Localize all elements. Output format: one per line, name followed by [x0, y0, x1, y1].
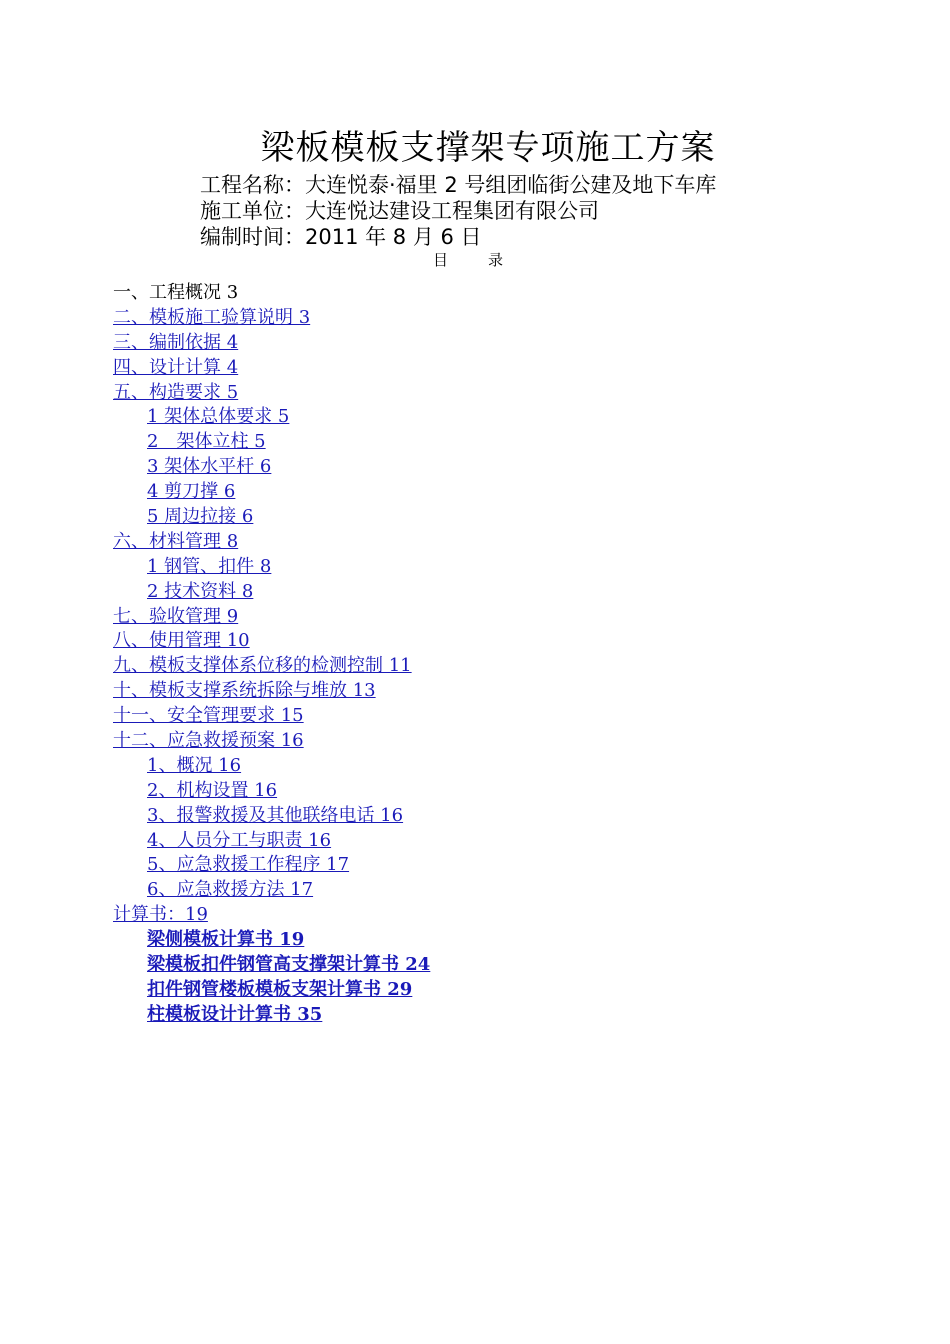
toc-link-calc-3[interactable]: 扣件钢管楼板模板支架计算书 29 [147, 978, 413, 1000]
toc-link-5-1[interactable]: 1 架体总体要求 5 [147, 406, 290, 428]
toc-link-calc-1[interactable]: 梁侧模板计算书 19 [147, 929, 305, 951]
toc-link-5-2[interactable]: 2 架体立柱 5 [147, 431, 266, 453]
toc-link-10[interactable]: 十、模板支撑系统拆除与堆放 13 [113, 680, 376, 702]
toc-link-3[interactable]: 三、编制依据 4 [113, 331, 239, 353]
toc-link-5-4[interactable]: 4 剪刀撑 6 [147, 481, 236, 503]
toc-link-2[interactable]: 二、模板施工验算说明 3 [113, 306, 311, 328]
toc-link-calc[interactable]: 计算书：19 [113, 904, 208, 926]
toc-link-12-4[interactable]: 4、人员分工与职责 16 [147, 829, 332, 851]
toc-heading: 目录 [432, 251, 543, 269]
toc-link-12-1[interactable]: 1、概况 16 [147, 754, 242, 776]
toc-item-calc-4[interactable] [113, 1003, 430, 1028]
toc-link-6-1[interactable]: 1 钢管、扣件 8 [147, 555, 272, 577]
construction-unit-line: 施工单位：大连悦达建设工程集团有限公司 [200, 199, 599, 223]
toc-item-6-2[interactable] [113, 580, 430, 605]
toc-item-12-5[interactable] [113, 853, 430, 878]
toc-item-10[interactable] [113, 679, 430, 704]
toc-item-5-5[interactable] [113, 505, 430, 530]
toc-link-12-3[interactable]: 3、报警救援及其他联络电话 16 [147, 804, 404, 826]
toc-item-5-2[interactable] [113, 430, 430, 455]
toc-link-12-2[interactable]: 2、机构设置 16 [147, 779, 278, 801]
toc-link-12-6[interactable]: 6、应急救援方法 17 [147, 879, 314, 901]
toc-link-11[interactable]: 十一、安全管理要求 15 [113, 705, 304, 727]
toc-item-calc-3[interactable] [113, 978, 430, 1003]
toc-item-calc[interactable] [113, 903, 430, 928]
toc-item-3[interactable] [113, 331, 430, 356]
table-of-contents [113, 281, 430, 1028]
toc-item-2[interactable] [113, 306, 430, 331]
toc-link-5-3[interactable]: 3 架体水平杆 6 [147, 456, 272, 478]
toc-link-6-2[interactable]: 2 技术资料 8 [147, 580, 254, 602]
toc-item-12-2[interactable] [113, 779, 430, 804]
toc-item-5-4[interactable] [113, 480, 430, 505]
toc-item-12-1[interactable] [113, 754, 430, 779]
toc-item-5[interactable] [113, 381, 430, 406]
toc-item-11[interactable] [113, 704, 430, 729]
toc-item-8[interactable] [113, 629, 430, 654]
toc-link-5[interactable]: 五、构造要求 5 [113, 381, 239, 403]
toc-item-12-4[interactable] [113, 829, 430, 854]
toc-item-12[interactable] [113, 729, 430, 754]
toc-item-12-3[interactable] [113, 804, 430, 829]
document-title: 梁板模板支撑架专项施工方案 [260, 128, 716, 168]
toc-link-4[interactable]: 四、设计计算 4 [113, 356, 239, 378]
toc-link-calc-2[interactable]: 梁模板扣件钢管高支撑架计算书 24 [147, 954, 431, 976]
toc-link-12[interactable]: 十二、应急救援预案 16 [113, 730, 304, 752]
toc-link-8[interactable]: 八、使用管理 10 [113, 630, 250, 652]
toc-item-5-3[interactable] [113, 455, 430, 480]
compile-date-line: 编制时间：2011 年 8 月 6 日 [200, 225, 482, 249]
toc-link-7[interactable]: 七、验收管理 9 [113, 605, 239, 627]
project-name-line: 工程名称：大连悦泰·福里 2 号组团临街公建及地下车库 [200, 173, 717, 197]
toc-item-9[interactable] [113, 654, 430, 679]
toc-link-9[interactable]: 九、模板支撑体系位移的检测控制 11 [113, 655, 412, 677]
toc-item-7[interactable] [113, 605, 430, 630]
toc-item-calc-2[interactable] [113, 953, 430, 978]
document-meta [200, 172, 716, 250]
toc-link-5-5[interactable]: 5 周边拉接 6 [147, 506, 254, 528]
toc-item-5-1[interactable] [113, 405, 430, 430]
toc-link-6[interactable]: 六、材料管理 8 [113, 530, 239, 552]
toc-item-6[interactable] [113, 530, 430, 555]
toc-item-calc-1[interactable] [113, 928, 430, 953]
toc-link-12-5[interactable]: 5、应急救援工作程序 17 [147, 854, 350, 876]
toc-item-6-1[interactable] [113, 555, 430, 580]
toc-link-1: 一、工程概况 3 [113, 282, 239, 303]
toc-item-12-6[interactable] [113, 878, 430, 903]
toc-item-1 [113, 281, 430, 306]
toc-link-calc-4[interactable]: 柱模板设计计算书 35 [147, 1003, 323, 1025]
toc-item-4[interactable] [113, 356, 430, 381]
